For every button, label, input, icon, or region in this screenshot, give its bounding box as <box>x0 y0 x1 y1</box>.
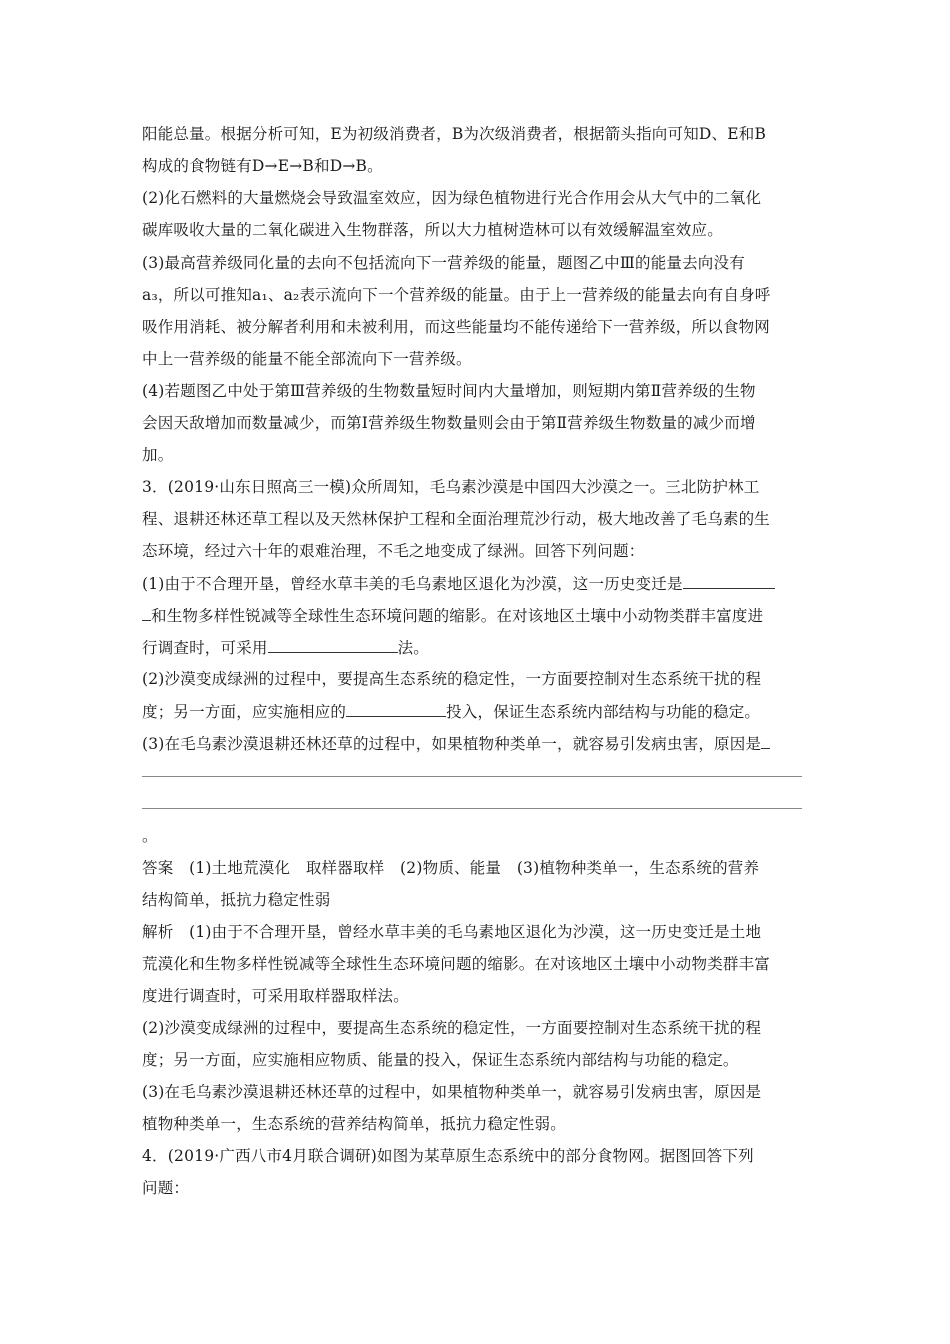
text-line: 加。 <box>142 446 174 464</box>
answer-line-text: 答案 (1)土地荒漠化 取样器取样 (2)物质、能量 (3)植物种类单一，生态系统的营养 <box>142 859 760 877</box>
text-line: 构成的食物链有D→E→B和D→B。 <box>142 157 383 175</box>
text-segment: (1)由于不合理开垦，曾经水草丰美的毛乌素地区退化为沙漠，这一历史变迁是 <box>142 575 683 593</box>
text-line: 碳库吸收大量的二氧化碳进入生物群落，所以大力植树造林可以有效缓解温室效应。 <box>142 221 723 239</box>
text-line: (4)若题图乙中处于第Ⅲ营养级的生物数量短时间内大量增加，则短期内第Ⅱ营养级的生物 <box>142 382 756 400</box>
question-3-header: 3．(2019·山东日照高三一模)众所周知，毛乌素沙漠是中国四大沙漠之一。三北防护林工 <box>142 478 760 496</box>
question-3-part-3 <box>142 733 770 754</box>
text-line: 程、退耕还林还草工程以及天然林保护工程和全面治理荒沙行动，极大地改善了毛乌素的生 <box>142 510 771 528</box>
text-line: (2)化石燃料的大量燃烧会导致温室效应，因为绿色植物进行光合作用会从大气中的二氧化 <box>142 189 762 207</box>
text-segment: 和生物多样性锐减等全球性生态环境问题的缩影。在对该地区土壤中小动物类群丰富度进 <box>151 607 764 625</box>
text-line: 荒漠化和生物多样性锐减等全球性生态环境问题的缩影。在对该地区土壤中小动物类群丰富 <box>142 955 771 973</box>
text-line: (2)沙漠变成绿洲的过程中，要提高生态系统的稳定性，一方面要控制对生态系统干扰的程 <box>142 1019 762 1037</box>
text-line: 会因天敌增加而数量减少，而第Ⅰ营养级生物数量则会由于第Ⅱ营养级生物数量的减少而增 <box>142 414 756 432</box>
text-segment: (3)在毛乌素沙漠退耕还林还草的过程中，如果植物种类单一，就容易引发病虫害，原因是 <box>142 735 762 753</box>
text-line: a₃，所以可推知a₁、a₂表示流向下一个营养级的能量。由于上一营养级的能量去向有自身呼 <box>142 286 771 304</box>
text-line <box>142 637 429 658</box>
text-line <box>142 605 763 626</box>
text-line <box>142 701 760 722</box>
text-line: 。 <box>142 827 158 845</box>
question-3-part-2: (2)沙漠变成绿洲的过程中，要提高生态系统的稳定性，一方面要控制对生态系统干扰的程 <box>142 670 762 688</box>
text-line: 态环境，经过六十年的艰难治理，不毛之地变成了绿洲。回答下列问题： <box>142 542 645 560</box>
text-segment: 法。 <box>397 639 430 657</box>
question-4-header: 4．(2019·广西八市4月联合调研)如图为某草原生态系统中的部分食物网。据图回答下列 <box>142 1147 754 1165</box>
text-line: (3)在毛乌素沙漠退耕还林还草的过程中，如果植物种类单一，就容易引发病虫害，原因是 <box>142 1083 762 1101</box>
text-line: 问题： <box>142 1179 190 1197</box>
answer-line[interactable] <box>142 808 802 809</box>
answer-blank[interactable] <box>683 573 775 589</box>
text-line: 阳能总量。根据分析可知，E为初级消费者，B为次级消费者，根据箭头指向可知D、E和B <box>142 125 767 143</box>
analysis-line: 解析 (1)由于不合理开垦，曾经水草丰美的毛乌素地区退化为沙漠，这一历史变迁是土地 <box>142 923 762 941</box>
answer-blank[interactable] <box>142 605 151 621</box>
answer-blank[interactable] <box>268 637 398 653</box>
text-segment: 行调查时，可采用 <box>142 639 268 657</box>
answer-blank[interactable] <box>346 701 446 717</box>
text-segment: 度；另一方面，应实施相应的 <box>142 703 347 721</box>
text-line: (3)最高营养级同化量的去向不包括流向下一营养级的能量，题图乙中Ⅲ的能量去向没有 <box>142 254 745 272</box>
answer-line[interactable] <box>142 776 802 777</box>
question-3-part-1 <box>142 573 775 594</box>
text-line: 结构简单，抵抗力稳定性弱 <box>142 891 331 909</box>
text-line: 吸作用消耗、被分解者利用和未被利用，而这些能量均不能传递给下一营养级，所以食物网 <box>142 318 771 336</box>
text-segment: 投入，保证生态系统内部结构与功能的稳定。 <box>446 703 761 721</box>
text-line: 中上一营养级的能量不能全部流向下一营养级。 <box>142 350 472 368</box>
text-line: 植物种类单一，生态系统的营养结构简单，抵抗力稳定性弱。 <box>142 1115 566 1133</box>
text-line: 度进行调查时，可采用取样器取样法。 <box>142 987 409 1005</box>
answer-blank[interactable] <box>761 733 770 749</box>
text-line: 度；另一方面，应实施相应物质、能量的投入，保证生态系统内部结构与功能的稳定。 <box>142 1051 739 1069</box>
